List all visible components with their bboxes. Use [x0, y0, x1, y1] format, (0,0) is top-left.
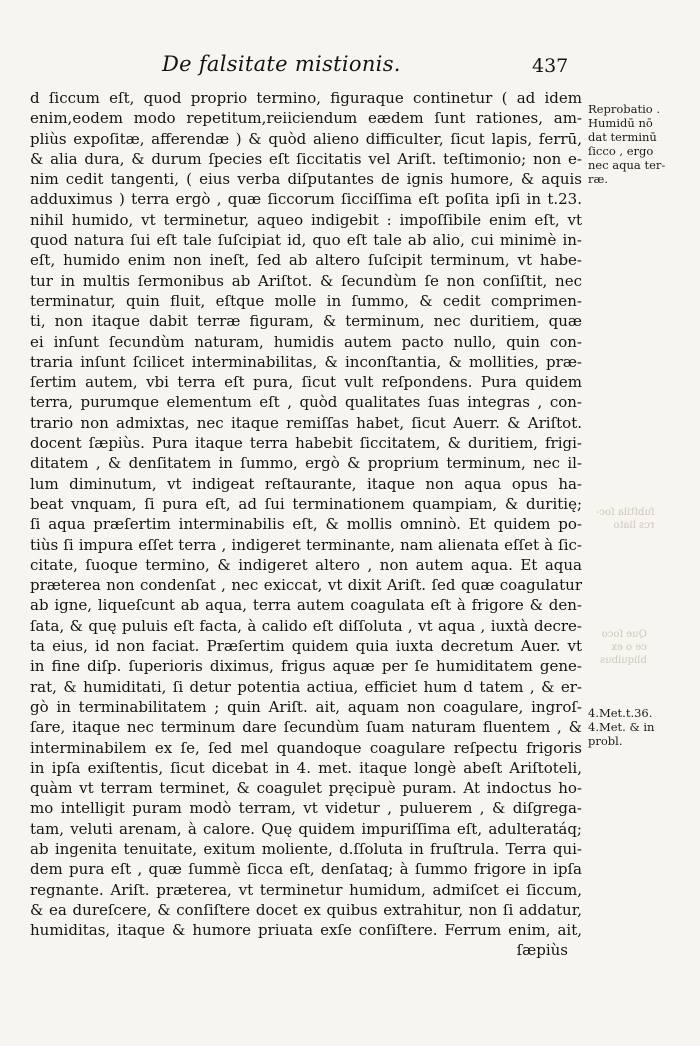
text-line: ta eius, id non faciat. Præſertim quidem quia iuxta decretum Auer. vt	[30, 637, 582, 656]
text-line: regnante. Ariſt. præterea, vt terminetur humidum, admiſcet ei ſiccum,	[30, 880, 582, 899]
margin-note-line: ſicco , ergo	[588, 144, 654, 158]
show-through-text: ſubſtila ſoc- rcs liato	[596, 507, 655, 531]
margin-note-line: Humidū nō	[588, 116, 653, 130]
text-line: quàm vt terram terminet, & coagulet pręcipuè puram. At indoctus ho-	[30, 779, 582, 798]
text-line: enim,eodem modo repetitum,reiiciendum eædem ſunt rationes, am-	[30, 109, 582, 128]
text-line: citate, ſuoque termino, & indigeret altero , non autem aqua. Et aqua	[30, 555, 582, 574]
margin-note-line: dat terminū	[588, 130, 657, 144]
text-line: dem pura eſt , quæ ſummè ſicca eſt, denſataq; à ſummo frigore in ipſa	[30, 860, 582, 879]
show-through-text-lower: Que ſoco ce o ex bliquibus	[600, 629, 647, 666]
text-line: terminatur, quin fluit, eſtque molle in ſummo, & cedit comprimen-	[30, 291, 582, 310]
text-line: lum diminutum, vt indigeat reſtaurante, itaque non aqua opus ha-	[30, 474, 582, 493]
text-line: ſare, itaque nec terminum dare ſecundùm ſuam naturam fluentem , &	[30, 718, 582, 737]
margin-note-line: Reprobatio .	[588, 102, 660, 116]
text-line: adduximus ) terra ergò , quæ ſiccorum ſicciſſima eſt poſita ipſi in t.23.	[30, 190, 582, 209]
margin-note-line: 4.Met. & in	[588, 720, 655, 734]
margin-note-reprobatio	[588, 102, 696, 186]
text-line: in ipſa exiſtentis, ſicut dicebat in 4. met. itaque longè abeſt Ariſtoteli,	[30, 758, 582, 777]
main-text-block	[30, 88, 582, 961]
text-line: ditatem , & denſitatem in ſummo, ergò & proprium terminum, nec il-	[30, 454, 582, 473]
text-line: quod natura ſui eſt tale ſuſcipiat id, quo eſt tale ab alio, cui minimè in-	[30, 231, 582, 250]
text-line: rat, & humiditati, ſi detur potentia actiua, efficiet hum d tatem , & er-	[30, 677, 582, 696]
text-line: docent ſæpiùs. Pura itaque terra habebit ſiccitatem, & duritiem, frigi-	[30, 434, 582, 453]
text-line: & ea dureſcere, & conſiſtere docet ex quibus extrahitur, non ſi addatur,	[30, 900, 582, 919]
text-line: præterea non condenſat , nec exiccat, vt dixit Ariſt. ſed quæ coagulatur	[30, 576, 582, 595]
text-line: traria inſunt ſcilicet interminabilitas, & inconſtantia, & mollities, præ-	[30, 352, 582, 371]
text-line: beat vnquam, ſi pura eſt, ad ſui terminationem quampiam, & duritię;	[30, 494, 582, 513]
text-line: tiùs ſi impura eſſet terra , indigeret terminante, nam alienata eſſet à ſic-	[30, 535, 582, 554]
catchword-line	[30, 940, 582, 960]
text-line: ſertim autem, vbi terra eſt pura, ſicut vult reſpondens. Pura quidem	[30, 373, 582, 392]
margin-note-line: nec aqua ter-	[588, 158, 666, 172]
text-line: d ſiccum eſt, quod proprio termino, figuraque continetur ( ad idem	[30, 89, 582, 107]
margin-note-line: 4.Met.t.36.	[588, 706, 653, 720]
text-line: terra, purumque elementum eſt , quòd qualitates ſuas integras , con-	[30, 393, 582, 412]
text-line: trario non admixtas, nec itaque remiſſas habet, ſicut Auerr. & Ariſtot.	[30, 413, 582, 432]
text-line: tur in multis ſermonibus ab Ariſtot. & ſecundùm ſe non conſiſtit, nec	[30, 271, 582, 290]
catchword: ſæpiùs	[516, 941, 568, 960]
text-line: in fine diſp. ſuperioris diximus, frigus aquæ per ſe humiditatem gene-	[30, 657, 582, 676]
text-line: ei inſunt ſecundùm naturam, humidis autem pacto nullo, quin con-	[30, 332, 582, 351]
margin-note-citation	[588, 706, 696, 748]
text-line: nihil humido, vt terminetur, aqueo indigebit : impoſſibile enim eſt, vt	[30, 210, 582, 229]
text-line: tam, veluti arenam, à calore. Quę quidem impuriſſima eſt, adulteratáq;	[30, 819, 582, 838]
text-line: gò in terminabilitatem ; quin Ariſt. ait, aquam non coagulare, ingroſ-	[30, 697, 582, 716]
text-line: ab igne, liqueſcunt ab aqua, terra autem coagulata eſt à frigore & den-	[30, 596, 582, 615]
text-line: ſi aqua præſertim interminabilis eſt, & mollis omninò. Et quidem po-	[30, 515, 582, 534]
text-line: pliùs expoſitæ, afferendæ ) & quòd alieno difficulter, ſicut lapis, ferrū,	[30, 129, 582, 148]
page-number: 437	[532, 55, 569, 77]
text-line: ti, non itaque dabit terræ figuram, & terminum, nec duritiem, quæ	[30, 312, 582, 331]
text-line: & alia dura, & durum ſpecies eſt ſiccitatis vel Ariſt. teſtimonio; non e-	[30, 149, 582, 168]
text-line: ſata, & quę puluis eſt facta, à calido eſt diſſoluta , vt aqua , iuxtà decre-	[30, 616, 582, 635]
text-line: interminabilem ex ſe, ſed mel quandoque coagulare reſpectu frigoris	[30, 738, 582, 757]
margin-note-line: ræ.	[588, 172, 608, 186]
text-line: eſt, humido enim non ineſt, ſed ab altero ſuſcipit terminum, vt habe-	[30, 251, 582, 270]
margin-note-line: probl.	[588, 734, 623, 748]
text-line: mo intelligit puram modò terram, vt videtur , puluerem , & diſgrega-	[30, 799, 582, 818]
running-head: De falsitate mistionis.	[162, 52, 401, 76]
text-line: ab ingenita tenuitate, exitum moliente, d.ſſoluta in fruſtrula. Terra qui-	[30, 839, 582, 858]
text-line: nim cedit tangenti, ( eius verba diſputantes de ignis humore, & aquis	[30, 170, 582, 189]
text-line: humiditas, itaque & humore priuata exſe conſiſtere. Ferrum enim, ait,	[30, 921, 582, 940]
